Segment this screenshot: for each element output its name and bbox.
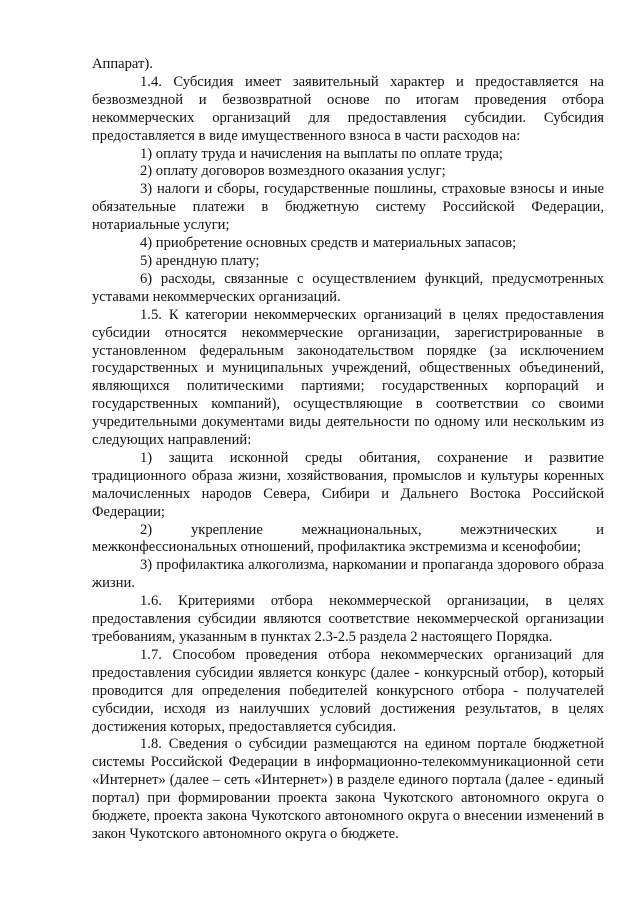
list-item-6: 6) расходы, связанные с осуществлением функций, предусмотренных уставами некоммерческих организаций. <box>92 270 604 305</box>
lead-line: Аппарат). <box>92 56 153 72</box>
list-item-1: 1) оплату труда и начисления на выплаты по оплате труда; <box>140 145 503 162</box>
paragraph-1-6: 1.6. Критериями отбора некоммерческой организации, в целях предоставления субсидии являются соответствие некоммерческой организации требованиям, указанным в пунктах 2.3-2.5 раздела 2 настоящего Порядка. <box>92 593 604 645</box>
direction-item-1: 1) защита исконной среды обитания, сохранение и развитие традиционного образа жизни, хозяйствования, промыслов и культуры коренных малочисленных народов Севера, Сибири и Дальнего Востока Российской Федерации; <box>92 449 604 520</box>
paragraph-1-4: 1.4. Субсидия имеет заявительный характер и предоставляется на безвозмездной и безвозвратной основе по итогам проведения отбора некоммерческих организаций для предоставления субсидии. Субсидия предоставляется в виде имущественного взноса в части расходов на: <box>92 73 604 144</box>
list-item-3: 3) налоги и сборы, государственные пошлины, страховые взносы и иные обязательные платежи в бюджетную систему Российской Федерации, нотариальные услуги; <box>92 181 604 234</box>
paragraph-1-5: 1.5. К категории некоммерческих организаций в целях предоставления субсидии относятся некоммерческие организации, зарегистрированные в установленном федеральным законодательством порядке (за исключением государственных и муниципальных учреждений, общественных объединений, являющихся политическими партиями; государственных корпораций и государственных компаний), осуществляющие в соответствии со своими учредительными документами виды деятельности по одному или нескольким из следующих направлений: <box>92 306 604 449</box>
document-page <box>92 56 604 844</box>
list-item-4: 4) приобретение основных средств и материальных запасов; <box>140 235 517 252</box>
direction-item-3: 3) профилактика алкоголизма, наркомании и пропаганда здорового образа жизни. <box>92 557 604 592</box>
direction-item-2: 2) укрепление межнациональных, межэтнических и межконфессиональных отношений, профилактика экстремизма и ксенофобии; <box>92 521 604 556</box>
list-item-2: 2) оплату договоров возмездного оказания услуг; <box>140 163 446 180</box>
list-item-5: 5) арендную плату; <box>140 252 260 269</box>
paragraph-1-8: 1.8. Сведения о субсидии размещаются на едином портале бюджетной системы Российской Федерации в информационно-телекоммуникационной сети «Интернет» (далее – сеть «Интернет») в разделе единого портала (далее - единый портал) при формировании проекта закона Чукотского автономного округа о бюджете, проекта закона Чукотского автономного округа о внесении изменений в закон Чукотского автономного округа о бюджете. <box>92 736 604 842</box>
paragraph-1-7: 1.7. Способом проведения отбора некоммерческих организаций для предоставления субсидии является конкурс (далее - конкурсный отбор), который проводится для определения победителей конкурсного отбора - получателей субсидии, исходя из наилучших условий достижения результатов, в целях достижения которых, предоставляется субсидия. <box>92 646 604 735</box>
